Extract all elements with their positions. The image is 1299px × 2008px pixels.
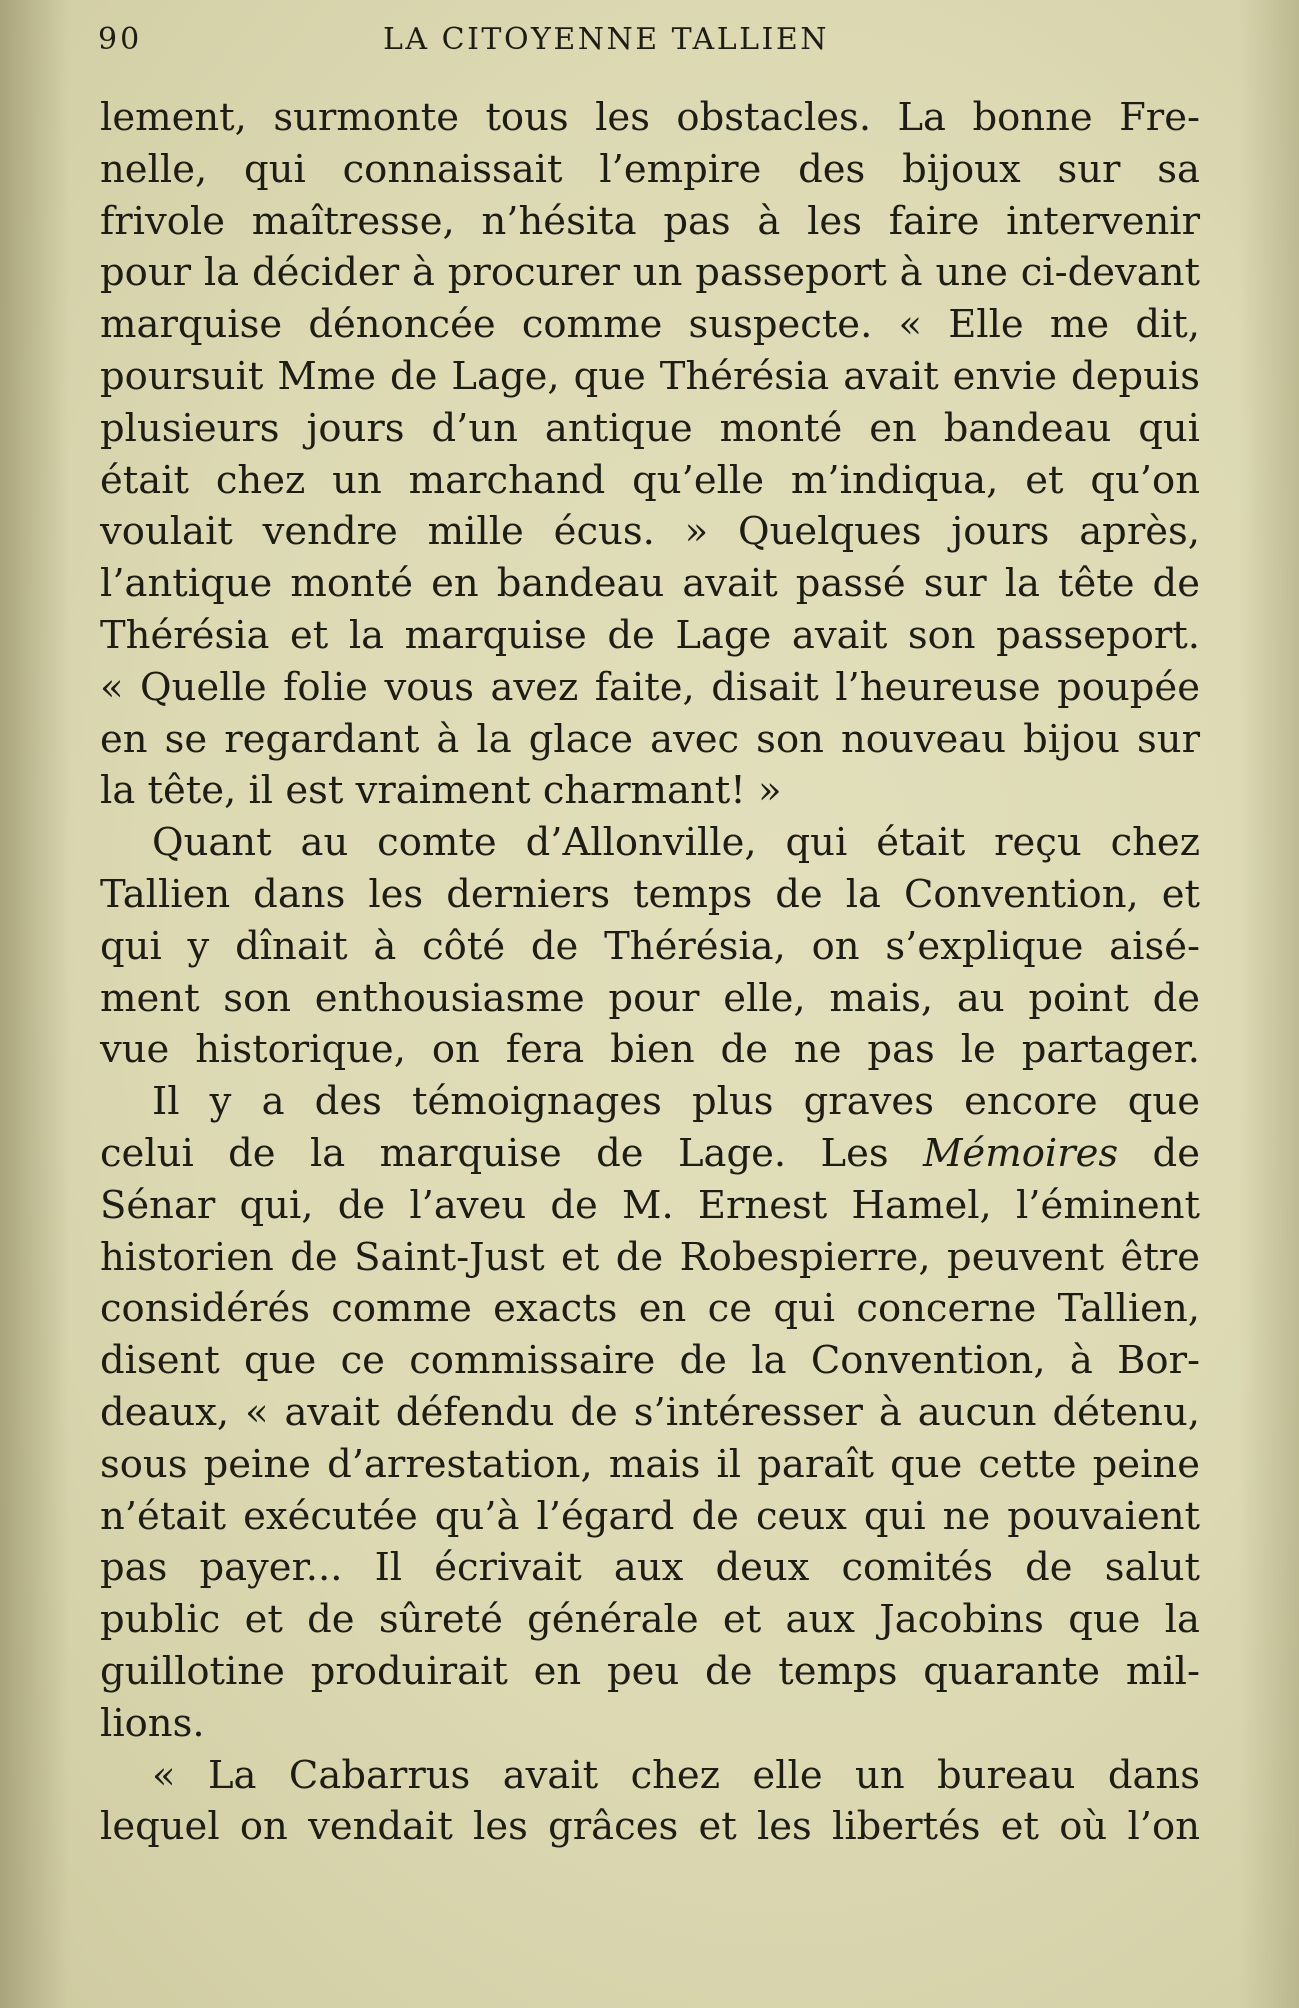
- page-number: 90: [98, 22, 143, 57]
- text-line: frivole maîtresse, n’hésita pas à les faire intervenir: [100, 198, 1200, 244]
- text-line: « Quelle folie vous avez faite, disait l’heureuse poupée: [100, 664, 1200, 710]
- text-line: marquise dénoncée comme suspecte. « Elle me dit,: [100, 302, 1200, 348]
- text-line: Tallien dans les derniers temps de la Convention, et: [100, 871, 1200, 917]
- text-line: pour la décider à procurer un passeport à une ci-devant: [100, 250, 1200, 296]
- text-line: n’était exécutée qu’à l’égard de ceux qui ne pouvaient: [100, 1493, 1200, 1539]
- text-line: plusieurs jours d’un antique monté en bandeau qui: [100, 405, 1200, 451]
- text-line: Quant au comte d’Allonville, qui était reçu chez: [152, 820, 1200, 866]
- text-line: lions.: [100, 1700, 205, 1746]
- text-line: poursuit Mme de Lage, que Thérésia avait envie depuis: [100, 353, 1200, 399]
- text-line: sous peine d’arrestation, mais il paraît que cette peine: [100, 1441, 1200, 1487]
- text-line: [100, 1128, 1200, 1180]
- text-line: guillotine produirait en peu de temps quarante mil-: [100, 1648, 1200, 1694]
- text-line: était chez un marchand qu’elle m’indiqua, et qu’on: [100, 457, 1200, 503]
- text-line: disent que ce commissaire de la Convention, à Bor-: [100, 1338, 1200, 1384]
- running-head: [98, 22, 1208, 72]
- text-line: Thérésia et la marquise de Lage avait son passeport.: [100, 612, 1200, 658]
- text-fragment: de: [1118, 1130, 1200, 1176]
- text-line: ment son enthousiasme pour elle, mais, au point de: [100, 975, 1200, 1021]
- body-text: [100, 92, 1200, 1853]
- text-line: vue historique, on fera bien de ne pas le partager.: [100, 1027, 1200, 1073]
- text-fragment: celui de la marquise de Lage. Les: [100, 1130, 924, 1176]
- text-line: Il y a des témoignages plus graves encore que: [152, 1079, 1200, 1125]
- text-line: en se regardant à la glace avec son nouveau bijou sur: [100, 716, 1200, 762]
- text-line: lequel on vendait les grâces et les libertés et où l’on: [100, 1804, 1200, 1850]
- text-line: nelle, qui connaissait l’empire des bijoux sur sa: [100, 146, 1200, 192]
- text-line: voulait vendre mille écus. » Quelques jours après,: [100, 509, 1200, 555]
- text-line: « La Cabarrus avait chez elle un bureau dans: [152, 1752, 1200, 1798]
- italic-title: Mémoires: [923, 1130, 1119, 1176]
- text-line: qui y dînait à côté de Thérésia, on s’explique aisé-: [100, 923, 1200, 969]
- text-line: considérés comme exacts en ce qui concerne Tallien,: [100, 1286, 1200, 1332]
- text-line: public et de sûreté générale et aux Jacobins que la: [100, 1597, 1200, 1643]
- text-line: la tête, il est vraiment charmant! »: [100, 768, 782, 814]
- text-line: pas payer... Il écrivait aux deux comités de salut: [100, 1545, 1200, 1591]
- text-line: l’antique monté en bandeau avait passé sur la tête de: [100, 561, 1200, 607]
- text-line: deaux, « avait défendu de s’intéresser à aucun détenu,: [100, 1389, 1200, 1435]
- running-title: LA CITOYENNE TALLIEN: [383, 22, 830, 57]
- text-line: historien de Saint-Just et de Robespierre, peuvent être: [100, 1234, 1200, 1280]
- text-line: lement, surmonte tous les obstacles. La bonne Fre-: [100, 95, 1200, 140]
- text-line: Sénar qui, de l’aveu de M. Ernest Hamel, l’éminent: [100, 1182, 1200, 1228]
